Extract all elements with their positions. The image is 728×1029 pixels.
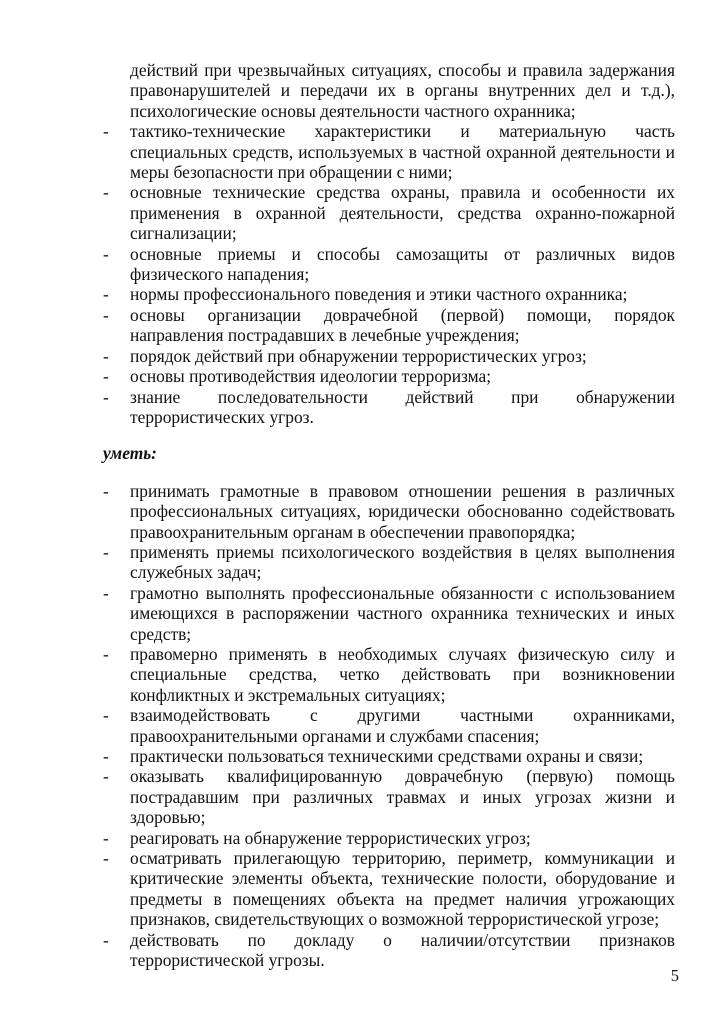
dash-bullet: - (103, 386, 109, 407)
list-item-text: применять приемы психологического воздействия в целях выполнения служебных задач; (130, 541, 675, 583)
list-item-text: порядок действий при обнаружении террористических угроз; (130, 345, 587, 366)
list-item (103, 121, 675, 182)
dash-bullet: - (103, 848, 109, 869)
page-content (103, 60, 675, 970)
list-item (103, 766, 675, 827)
skill-list (103, 481, 675, 971)
list-item-text: основы противодействия идеологии терроризма; (130, 366, 492, 387)
list-item-text: осматривать прилегающую территорию, периметр, коммуникации и критические элементы объекта, технические полости, оборудование и предметы в помещениях объекта на предмет наличия угрожающих признаков, свидетельствующих о возможной террористической угрозе; (130, 848, 675, 930)
dash-bullet: - (103, 766, 109, 787)
list-item (103, 542, 675, 583)
list-item-text: оказывать квалифицированную доврачебную (первую) помощь пострадавшим при различных травмах и иных угрозах жизни и здоровью; (130, 766, 675, 828)
list-item-text: нормы профессионального поведения и этики частного охранника; (130, 284, 628, 305)
list-item (103, 346, 675, 366)
dash-bullet: - (103, 345, 109, 366)
list-item-text: действовать по докладу о наличии/отсутствии признаков террористической угрозы. (130, 929, 675, 971)
list-item (103, 828, 675, 848)
list-item (103, 387, 675, 428)
list-item (103, 182, 675, 243)
dash-bullet: - (103, 827, 109, 848)
list-item-text: правомерно применять в необходимых случаях физическую силу и специальные средства, четко действовать при возникновении конфликтных и экстремальных ситуациях; (130, 643, 675, 705)
dash-bullet: - (103, 480, 109, 501)
dash-bullet: - (103, 705, 109, 726)
dash-bullet: - (103, 582, 109, 603)
page-number: 5 (670, 965, 679, 985)
know-list (103, 121, 675, 427)
list-item (103, 746, 675, 766)
list-item-text: практически пользоваться техническими средствами охраны и связи; (130, 746, 644, 766)
list-item-text: основные приемы и способы самозащиты от различных видов физического нападения; (130, 243, 675, 285)
list-item (103, 244, 675, 285)
dash-bullet: - (103, 284, 109, 305)
intro-continuation-paragraph: действий при чрезвычайных ситуациях, способы и правила задержания правонарушителей и передачи их в органы внутренних дел и т.д.), психологические основы деятельности частного охранника; (130, 60, 675, 121)
list-item-text: тактико-технические характеристики и материальную часть специальных средств, используемых в частной охранной деятельности и меры безопасности при обращении с ними; (130, 121, 675, 183)
list-item-text: знание последовательности действий при обнаружении террористических угроз. (130, 386, 675, 427)
dash-bullet: - (103, 929, 109, 950)
list-item (103, 481, 675, 542)
dash-bullet: - (103, 366, 109, 387)
list-item-text: реагировать на обнаружение террористических угроз; (130, 827, 531, 848)
dash-bullet: - (103, 304, 109, 325)
dash-bullet: - (103, 643, 109, 664)
list-item (103, 366, 675, 386)
list-item (103, 705, 675, 746)
dash-bullet: - (103, 121, 109, 142)
list-item (103, 644, 675, 705)
list-item-text: взаимодействовать с другими частными охранниками, правоохранительными органами и службами спасения; (130, 705, 675, 746)
list-item-text: грамотно выполнять профессиональные обязанности с использованием имеющихся в распоряжении частного охранника технических и иных средств; (130, 582, 675, 644)
list-item (103, 930, 675, 971)
list-item (103, 305, 675, 346)
list-item (103, 583, 675, 644)
list-item-text: основы организации доврачебной (первой) помощи, порядок направления пострадавших в лечебные учреждения; (130, 304, 675, 346)
list-item (103, 284, 675, 304)
dash-bullet: - (103, 243, 109, 264)
dash-bullet: - (103, 182, 109, 203)
dash-bullet: - (103, 541, 109, 562)
list-item-text: основные технические средства охраны, правила и особенности их применения в охранной деятельности, средства охранно-пожарной сигнализации; (130, 182, 675, 244)
list-item-text: принимать грамотные в правовом отношении решения в различных профессиональных ситуациях, юридически обоснованно содействовать правоохранительным органам в обеспечении правопорядка; (130, 480, 675, 542)
list-item (103, 848, 675, 930)
section-heading-umet: уметь: (103, 443, 157, 464)
dash-bullet: - (103, 746, 109, 766)
